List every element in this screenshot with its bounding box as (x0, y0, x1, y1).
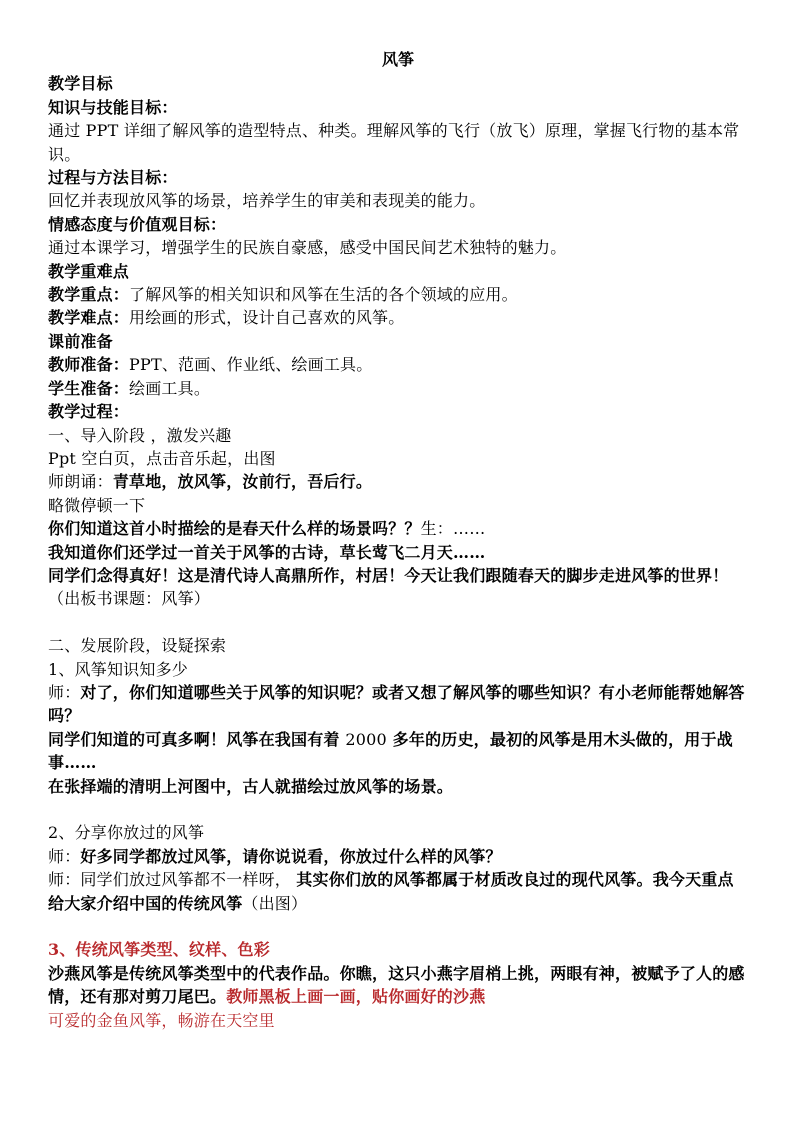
spacer (48, 798, 748, 821)
sub1-line2-text-a: 同学们知道的可真多啊！风筝在我国有着 (48, 729, 346, 749)
sub1-line1-text: 对了，你们知道哪些关于风筝的知识呢？或者又想了解风筝的哪些知识？有小老师能帮她解答吗？ (48, 682, 745, 726)
sub3-line1-text: 沙燕风筝是传统风筝类型中的代表作品。你瞧，这只小燕字眉梢上挑，两眼有神，被赋予了人的感情，还有那对剪刀尾巴。 (48, 963, 745, 1007)
label-key-point: 教学重点： (48, 285, 130, 305)
sub2-line2-normal: 同学们放过风筝都不一样呀， (80, 870, 297, 890)
phase1-heading: 一、导入阶段 ，激发兴趣 (48, 425, 232, 445)
paragraph-process: 回忆并表现放风筝的场景，培养学生的审美和表现美的能力。 (48, 191, 486, 211)
sub1-line2-number: 2000 (345, 729, 387, 749)
text-student-prep: 绘画工具。 (129, 378, 211, 398)
phase2-sub2-line2 (48, 868, 748, 915)
paragraph-teacher-prep (48, 353, 748, 376)
question-answer: 生：…… (420, 519, 486, 539)
paragraph-student-prep (48, 377, 748, 400)
spacer (48, 611, 748, 634)
phase1-line-pause: 略微停顿一下 (48, 495, 146, 515)
phase2-sub1-line2 (48, 728, 748, 775)
label-difficult-point: 教学难点： (48, 308, 130, 328)
label-teacher-prep: 教师准备： (48, 355, 130, 375)
recite-prefix: 师朗诵： (48, 472, 113, 492)
phase1-line-recite (48, 470, 748, 493)
subheading-emotion: 情感态度与价值观目标： (48, 214, 227, 234)
phase2-sub3-line2: 可爱的金鱼风筝，畅游在天空里 (48, 1010, 275, 1030)
subheading-knowledge: 知识与技能目标： (48, 97, 178, 117)
recite-poem: 青草地，放风筝，汝前行，吾后行。 (112, 472, 373, 492)
praise-text: 同学们念得真好！这是清代诗人高鼎所作，村居！今天让我们跟随春天的脚步走进风筝的世界！ (48, 565, 729, 585)
document-title: 风筝 (381, 50, 414, 69)
document-page (48, 48, 748, 1032)
paragraph-knowledge: 通过 PPT 详细了解风筝的造型特点、种类。理解风筝的飞行（放飞）原理，掌握飞行物的基本常识。 (48, 121, 740, 164)
phase1-line-praise (48, 564, 748, 611)
subheading-process: 过程与方法目标： (48, 168, 178, 188)
section-heading-goals: 教学目标 (48, 74, 113, 94)
phase2-sub1-line1 (48, 681, 748, 728)
sub2-line1-text: 好多同学都放过风筝，请你说说看，你放过什么样的风筝？ (80, 846, 502, 866)
label-student-prep: 学生准备： (48, 378, 130, 398)
praise-board-note: （出板书课题：风筝） (48, 589, 211, 609)
spacer (48, 915, 748, 938)
phase2-sub1-heading: 1、风筝知识知多少 (48, 659, 188, 679)
teacher-prefix: 师： (48, 846, 81, 866)
phase1-line-poem: 我知道你们还学过一首关于风筝的古诗，草长莺飞二月天…… (48, 542, 486, 562)
text-key-point: 了解风筝的相关知识和风筝在生活的各个领域的应用。 (129, 285, 518, 305)
sub1-line2-text-b: 多年的历史，最初的风筝是用木头做的，用于战事…… (48, 729, 733, 773)
paragraph-emotion: 通过本课学习，增强学生的民族自豪感，感受中国民间艺术独特的魅力。 (48, 238, 567, 258)
section-heading-key-difficult: 教学重难点 (48, 261, 130, 281)
teacher-prefix: 师： (48, 682, 81, 702)
teacher-prefix: 师： (48, 870, 81, 890)
phase2-sub1-line3: 在张择端的清明上河图中，古人就描绘过放风筝的场景。 (48, 776, 454, 796)
phase2-sub3-heading: 3、传统风筝类型、纹样、色彩 (48, 940, 270, 960)
phase2-heading: 二、发展阶段，设疑探索 (48, 636, 227, 656)
phase2-sub2-line1 (48, 845, 748, 868)
sub2-line2-bold: 其实你们放的风筝都属于材质改良过的现代风筝。我今天重点给大家介绍中国的传统风筝 (48, 870, 734, 913)
question-text: 你们知道这首小时描绘的是春天什么样的场景吗？？ (48, 519, 421, 539)
phase1-line-ppt: Ppt 空白页，点击音乐起，出图 (48, 448, 276, 468)
phase2-sub3-line1 (48, 962, 748, 1009)
paragraph-difficult-point (48, 306, 748, 329)
sub3-line1-teacher-note: 教师黑板上画一画，贴你画好的沙燕 (226, 987, 486, 1007)
paragraph-key-point (48, 283, 748, 306)
text-teacher-prep: PPT、范画、作业纸、绘画工具。 (129, 355, 373, 375)
section-heading-process: 教学过程： (48, 402, 130, 422)
phase1-line-question (48, 517, 748, 540)
section-heading-preparation: 课前准备 (48, 331, 113, 351)
sub2-line2-note: （出图） (242, 893, 308, 913)
phase2-sub2-heading: 2、分享你放过的风筝 (48, 823, 205, 843)
text-difficult-point: 用绘画的形式，设计自己喜欢的风筝。 (129, 308, 405, 328)
